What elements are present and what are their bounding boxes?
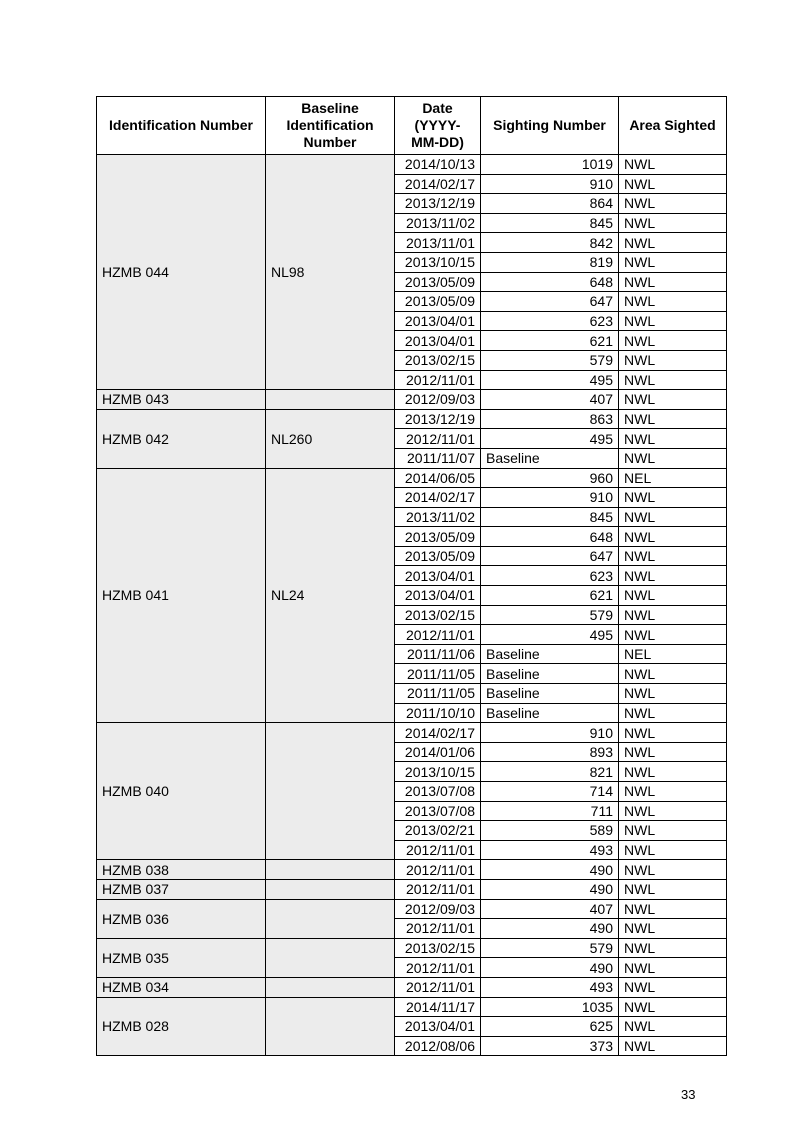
sighting-number-cell: 648 <box>481 272 619 292</box>
baseline-identification-cell <box>266 723 395 860</box>
table-body <box>97 155 727 1056</box>
table-row <box>97 977 727 997</box>
date-cell: 2013/02/15 <box>395 938 481 958</box>
sighting-number-cell: 490 <box>481 919 619 939</box>
area-sighted-cell: NWL <box>619 213 727 233</box>
sighting-number-cell: 864 <box>481 194 619 214</box>
area-sighted-cell: NWL <box>619 429 727 449</box>
date-cell: 2013/11/02 <box>395 213 481 233</box>
identification-number-cell: HZMB 035 <box>97 938 266 977</box>
table-row <box>97 860 727 880</box>
table-row <box>97 899 727 919</box>
date-cell: 2014/02/17 <box>395 174 481 194</box>
date-cell: 2014/06/05 <box>395 468 481 488</box>
area-sighted-cell: NWL <box>619 605 727 625</box>
date-cell: 2012/11/01 <box>395 879 481 899</box>
area-sighted-cell: NWL <box>619 762 727 782</box>
area-sighted-cell: NWL <box>619 879 727 899</box>
area-sighted-cell: NWL <box>619 331 727 351</box>
area-sighted-cell: NWL <box>619 370 727 390</box>
table-row <box>97 155 727 175</box>
sighting-number-cell: 845 <box>481 213 619 233</box>
sighting-number-cell: 490 <box>481 860 619 880</box>
date-cell: 2012/08/06 <box>395 1036 481 1056</box>
date-cell: 2013/02/21 <box>395 821 481 841</box>
table-row <box>97 879 727 899</box>
baseline-identification-cell: NL98 <box>266 155 395 390</box>
sighting-number-cell: Baseline <box>481 703 619 723</box>
sighting-number-cell: 495 <box>481 625 619 645</box>
identification-number-cell: HZMB 041 <box>97 468 266 723</box>
area-sighted-cell: NWL <box>619 977 727 997</box>
area-sighted-cell: NWL <box>619 311 727 331</box>
sighting-number-cell: 621 <box>481 586 619 606</box>
date-cell: 2013/04/01 <box>395 1017 481 1037</box>
date-cell: 2013/04/01 <box>395 331 481 351</box>
sighting-number-cell: 495 <box>481 429 619 449</box>
sighting-number-cell: 863 <box>481 409 619 429</box>
sighting-number-cell: 579 <box>481 350 619 370</box>
identification-number-cell: HZMB 028 <box>97 997 266 1056</box>
date-cell: 2013/04/01 <box>395 566 481 586</box>
sighting-number-cell: 819 <box>481 252 619 272</box>
area-sighted-cell: NWL <box>619 546 727 566</box>
area-sighted-cell: NWL <box>619 252 727 272</box>
area-sighted-cell: NWL <box>619 938 727 958</box>
area-sighted-cell: NWL <box>619 272 727 292</box>
date-cell: 2012/11/01 <box>395 958 481 978</box>
sighting-number-cell: 407 <box>481 390 619 410</box>
date-cell: 2013/11/02 <box>395 507 481 527</box>
col-header-area-sighted: Area Sighted <box>619 97 727 155</box>
area-sighted-cell: NWL <box>619 155 727 175</box>
sightings-table <box>96 96 727 1056</box>
date-cell: 2013/05/09 <box>395 272 481 292</box>
sighting-number-cell: 1019 <box>481 155 619 175</box>
col-header-baseline-identification-number: Baseline Identification Number <box>266 97 395 155</box>
sighting-number-cell: 1035 <box>481 997 619 1017</box>
area-sighted-cell: NWL <box>619 1036 727 1056</box>
sighting-number-cell: 579 <box>481 938 619 958</box>
sighting-number-cell: 579 <box>481 605 619 625</box>
baseline-identification-cell <box>266 938 395 977</box>
area-sighted-cell: NWL <box>619 997 727 1017</box>
date-cell: 2013/02/15 <box>395 605 481 625</box>
area-sighted-cell: NWL <box>619 742 727 762</box>
col-header-identification-number: Identification Number <box>97 97 266 155</box>
date-cell: 2014/02/17 <box>395 723 481 743</box>
baseline-identification-cell <box>266 879 395 899</box>
sighting-number-cell: 490 <box>481 879 619 899</box>
area-sighted-cell: NWL <box>619 684 727 704</box>
date-cell: 2013/12/19 <box>395 194 481 214</box>
sighting-number-cell: 490 <box>481 958 619 978</box>
date-cell: 2013/05/09 <box>395 546 481 566</box>
date-cell: 2013/07/08 <box>395 801 481 821</box>
date-cell: 2014/11/17 <box>395 997 481 1017</box>
date-cell: 2012/11/01 <box>395 840 481 860</box>
table-row <box>97 723 727 743</box>
area-sighted-cell: NWL <box>619 390 727 410</box>
area-sighted-cell: NWL <box>619 507 727 527</box>
date-cell: 2014/10/13 <box>395 155 481 175</box>
sighting-number-cell: Baseline <box>481 684 619 704</box>
area-sighted-cell: NEL <box>619 468 727 488</box>
identification-number-cell: HZMB 043 <box>97 390 266 410</box>
sighting-number-cell: 407 <box>481 899 619 919</box>
area-sighted-cell: NWL <box>619 840 727 860</box>
date-cell: 2011/10/10 <box>395 703 481 723</box>
sighting-number-cell: 373 <box>481 1036 619 1056</box>
area-sighted-cell: NWL <box>619 723 727 743</box>
table-row <box>97 390 727 410</box>
sighting-number-cell: 648 <box>481 527 619 547</box>
date-cell: 2013/12/19 <box>395 409 481 429</box>
area-sighted-cell: NWL <box>619 899 727 919</box>
date-cell: 2011/11/05 <box>395 664 481 684</box>
date-cell: 2013/05/09 <box>395 527 481 547</box>
area-sighted-cell: NWL <box>619 174 727 194</box>
identification-number-cell: HZMB 038 <box>97 860 266 880</box>
table-header-row <box>97 97 727 155</box>
sighting-number-cell: 821 <box>481 762 619 782</box>
area-sighted-cell: NWL <box>619 703 727 723</box>
date-cell: 2011/11/07 <box>395 448 481 468</box>
date-cell: 2013/05/09 <box>395 292 481 312</box>
table-row <box>97 468 727 488</box>
area-sighted-cell: NWL <box>619 527 727 547</box>
baseline-identification-cell <box>266 860 395 880</box>
sighting-number-cell: 893 <box>481 742 619 762</box>
sighting-number-cell: 960 <box>481 468 619 488</box>
area-sighted-cell: NWL <box>619 664 727 684</box>
table-row <box>97 938 727 958</box>
sighting-number-cell: 589 <box>481 821 619 841</box>
identification-number-cell: HZMB 037 <box>97 879 266 899</box>
sighting-number-cell: Baseline <box>481 664 619 684</box>
area-sighted-cell: NWL <box>619 1017 727 1037</box>
area-sighted-cell: NWL <box>619 194 727 214</box>
area-sighted-cell: NWL <box>619 488 727 508</box>
sighting-number-cell: 493 <box>481 977 619 997</box>
date-cell: 2013/07/08 <box>395 782 481 802</box>
col-header-sighting-number: Sighting Number <box>481 97 619 155</box>
date-cell: 2013/02/15 <box>395 350 481 370</box>
sighting-number-cell: 493 <box>481 840 619 860</box>
sighting-number-cell: 714 <box>481 782 619 802</box>
area-sighted-cell: NWL <box>619 821 727 841</box>
area-sighted-cell: NWL <box>619 448 727 468</box>
col-header-date: Date (YYYY- MM-DD) <box>395 97 481 155</box>
baseline-identification-cell: NL260 <box>266 409 395 468</box>
date-cell: 2013/04/01 <box>395 311 481 331</box>
sighting-number-cell: 842 <box>481 233 619 253</box>
sighting-number-cell: Baseline <box>481 644 619 664</box>
date-cell: 2011/11/05 <box>395 684 481 704</box>
baseline-identification-cell <box>266 997 395 1056</box>
area-sighted-cell: NWL <box>619 409 727 429</box>
area-sighted-cell: NWL <box>619 782 727 802</box>
area-sighted-cell: NWL <box>619 860 727 880</box>
date-cell: 2012/11/01 <box>395 860 481 880</box>
date-cell: 2011/11/06 <box>395 644 481 664</box>
sighting-number-cell: 647 <box>481 292 619 312</box>
date-cell: 2014/01/06 <box>395 742 481 762</box>
sighting-number-cell: 711 <box>481 801 619 821</box>
identification-number-cell: HZMB 042 <box>97 409 266 468</box>
sighting-number-cell: 910 <box>481 174 619 194</box>
date-cell: 2014/02/17 <box>395 488 481 508</box>
area-sighted-cell: NEL <box>619 644 727 664</box>
area-sighted-cell: NWL <box>619 801 727 821</box>
sighting-number-cell: 910 <box>481 723 619 743</box>
sighting-number-cell: 495 <box>481 370 619 390</box>
date-cell: 2013/10/15 <box>395 252 481 272</box>
date-cell: 2012/11/01 <box>395 370 481 390</box>
date-cell: 2013/10/15 <box>395 762 481 782</box>
sighting-number-cell: Baseline <box>481 448 619 468</box>
table-row <box>97 409 727 429</box>
area-sighted-cell: NWL <box>619 566 727 586</box>
table-row <box>97 997 727 1017</box>
date-cell: 2012/09/03 <box>395 899 481 919</box>
area-sighted-cell: NWL <box>619 919 727 939</box>
area-sighted-cell: NWL <box>619 958 727 978</box>
page-number: 33 <box>681 1087 696 1102</box>
date-cell: 2013/04/01 <box>395 586 481 606</box>
date-cell: 2012/09/03 <box>395 390 481 410</box>
identification-number-cell: HZMB 040 <box>97 723 266 860</box>
sighting-number-cell: 623 <box>481 566 619 586</box>
sighting-number-cell: 845 <box>481 507 619 527</box>
identification-number-cell: HZMB 044 <box>97 155 266 390</box>
date-cell: 2012/11/01 <box>395 625 481 645</box>
sighting-number-cell: 621 <box>481 331 619 351</box>
date-cell: 2012/11/01 <box>395 919 481 939</box>
identification-number-cell: HZMB 036 <box>97 899 266 938</box>
date-cell: 2012/11/01 <box>395 977 481 997</box>
baseline-identification-cell: NL24 <box>266 468 395 723</box>
date-cell: 2012/11/01 <box>395 429 481 449</box>
area-sighted-cell: NWL <box>619 350 727 370</box>
identification-number-cell: HZMB 034 <box>97 977 266 997</box>
area-sighted-cell: NWL <box>619 625 727 645</box>
sighting-number-cell: 625 <box>481 1017 619 1037</box>
area-sighted-cell: NWL <box>619 292 727 312</box>
date-cell: 2013/11/01 <box>395 233 481 253</box>
baseline-identification-cell <box>266 899 395 938</box>
area-sighted-cell: NWL <box>619 586 727 606</box>
sighting-number-cell: 647 <box>481 546 619 566</box>
baseline-identification-cell <box>266 390 395 410</box>
area-sighted-cell: NWL <box>619 233 727 253</box>
sighting-number-cell: 910 <box>481 488 619 508</box>
sighting-number-cell: 623 <box>481 311 619 331</box>
baseline-identification-cell <box>266 977 395 997</box>
